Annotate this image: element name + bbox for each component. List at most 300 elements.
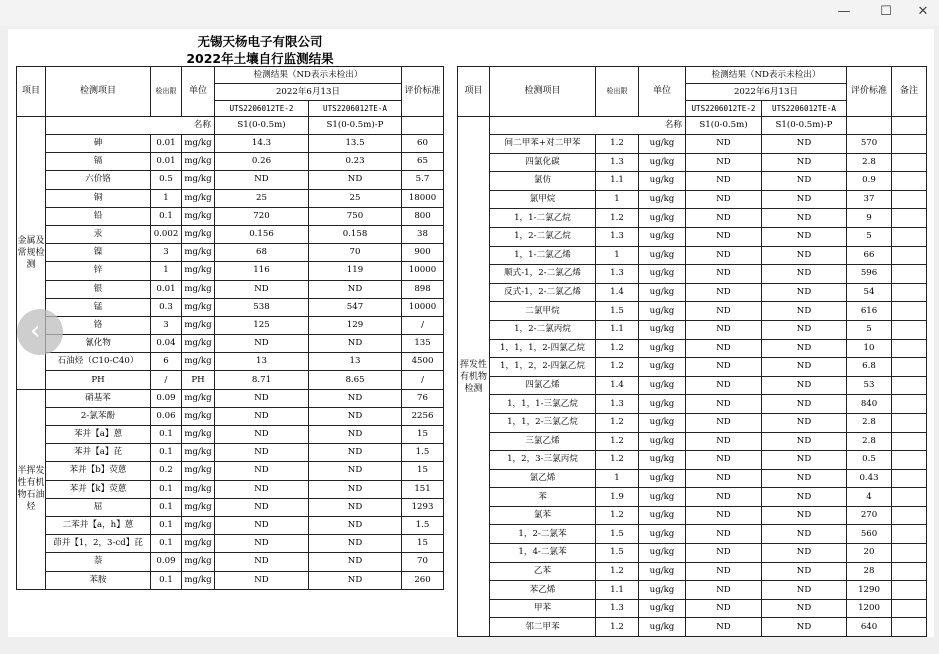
header-sample-1: UTS2206012TE-2	[686, 101, 762, 117]
standard-cell: 15	[402, 462, 444, 480]
unit-cell: ug/kg	[639, 581, 686, 600]
unit-cell: ug/kg	[639, 544, 686, 563]
table-row	[458, 246, 927, 265]
standard-cell: 560	[847, 525, 892, 544]
result-1-cell: 720	[215, 207, 309, 225]
test-item-cell: 石油烃（C10-C40）	[46, 353, 151, 371]
standard-cell: 0.43	[847, 469, 892, 488]
result-1-cell: ND	[686, 246, 762, 265]
remark-cell	[892, 376, 927, 395]
unit-cell: ug/kg	[639, 376, 686, 395]
limit-cell: 1.2	[596, 413, 639, 432]
standard-cell: 5	[847, 320, 892, 339]
result-2-cell: ND	[762, 153, 847, 172]
header-sample-2: UTS2206012TE-A	[762, 101, 847, 117]
remark-cell	[892, 525, 927, 544]
unit-cell: ug/kg	[639, 395, 686, 414]
header-result: 检测结果（ND表示未检出）	[686, 67, 847, 84]
test-item-cell: 氯苯	[490, 506, 596, 525]
remark-cell	[892, 320, 927, 339]
result-1-cell: ND	[686, 153, 762, 172]
unit-cell: mg/kg	[182, 571, 215, 589]
limit-cell: 3	[151, 244, 182, 262]
unit-cell: ug/kg	[639, 506, 686, 525]
result-1-cell: ND	[686, 544, 762, 563]
remark-cell	[892, 562, 927, 581]
standard-cell: 1293	[402, 498, 444, 516]
remark-cell	[892, 618, 927, 637]
header-date: 2022年6月13日	[686, 84, 847, 101]
result-2-cell: ND	[309, 571, 402, 589]
unit-cell: ug/kg	[639, 339, 686, 358]
limit-cell: 1.2	[596, 562, 639, 581]
unit-cell: ug/kg	[639, 488, 686, 507]
unit-cell: ug/kg	[639, 246, 686, 265]
test-item-cell: 萘	[46, 553, 151, 571]
table-row	[458, 227, 927, 246]
result-2-cell: ND	[762, 358, 847, 377]
limit-cell: 0.002	[151, 225, 182, 243]
result-2-cell: ND	[762, 246, 847, 265]
result-1-cell: 116	[215, 262, 309, 280]
unit-cell: mg/kg	[182, 426, 215, 444]
limit-cell: 1	[596, 246, 639, 265]
test-item-cell: 1，1，2，2-四氯乙烷	[490, 358, 596, 377]
test-item-cell: 六价铬	[46, 171, 151, 189]
standard-cell: 53	[847, 376, 892, 395]
table-row	[458, 172, 927, 191]
result-1-cell: ND	[686, 562, 762, 581]
standard-cell: 2.8	[847, 153, 892, 172]
close-button[interactable]: ✕	[917, 4, 929, 19]
unit-cell: mg/kg	[182, 353, 215, 371]
result-2-cell: ND	[762, 506, 847, 525]
standard-cell: /	[402, 316, 444, 334]
header-sample-1: UTS2206012TE-2	[215, 101, 309, 117]
standard-cell: 1.5	[402, 516, 444, 534]
standard-cell: 65	[402, 153, 444, 171]
table-row	[458, 302, 927, 321]
unit-cell: mg/kg	[182, 407, 215, 425]
result-1-cell: ND	[686, 488, 762, 507]
standard-cell: 2256	[402, 407, 444, 425]
test-item-cell: 镍	[46, 244, 151, 262]
table-row	[458, 413, 927, 432]
result-1-cell: ND	[215, 171, 309, 189]
remark-cell	[892, 190, 927, 209]
unit-cell: mg/kg	[182, 171, 215, 189]
result-1-cell: ND	[215, 335, 309, 353]
result-1-cell: ND	[686, 599, 762, 618]
standard-cell: 135	[402, 335, 444, 353]
remark-cell	[892, 469, 927, 488]
result-2-cell: ND	[762, 209, 847, 228]
standard-cell: 898	[402, 280, 444, 298]
test-item-cell: 氯乙烯	[490, 469, 596, 488]
limit-cell: 1.4	[596, 283, 639, 302]
table-row	[458, 358, 927, 377]
standard-cell: 260	[402, 571, 444, 589]
window-titlebar	[0, 0, 939, 26]
unit-cell: ug/kg	[639, 172, 686, 191]
remark-cell	[892, 544, 927, 563]
remark-cell	[892, 432, 927, 451]
result-2-cell: ND	[762, 320, 847, 339]
table-row	[458, 469, 927, 488]
result-2-cell: 547	[309, 298, 402, 316]
test-item-cell: 1，4-二氯苯	[490, 544, 596, 563]
result-1-cell: ND	[686, 395, 762, 414]
test-item-cell: 1，2-二氯苯	[490, 525, 596, 544]
test-item-cell: 四氯化碳	[490, 153, 596, 172]
limit-cell: 1.5	[596, 544, 639, 563]
result-2-cell: ND	[762, 581, 847, 600]
result-2-cell: ND	[309, 553, 402, 571]
result-2-cell: ND	[762, 265, 847, 284]
maximize-button[interactable]: ☐	[880, 4, 892, 19]
header-result: 检测结果（ND表示未检出）	[215, 67, 402, 84]
limit-cell: 1.1	[596, 581, 639, 600]
table-row	[17, 189, 444, 207]
result-1-cell: ND	[686, 581, 762, 600]
sample-name-1: S1(0-0.5m)	[215, 117, 309, 135]
limit-cell: 3	[151, 316, 182, 334]
result-2-cell: 13.5	[309, 135, 402, 153]
unit-cell: mg/kg	[182, 498, 215, 516]
limit-cell: 0.01	[151, 153, 182, 171]
result-1-cell: ND	[686, 506, 762, 525]
result-2-cell: ND	[762, 339, 847, 358]
standard-cell: 38	[402, 225, 444, 243]
unit-cell: mg/kg	[182, 462, 215, 480]
result-2-cell: ND	[762, 488, 847, 507]
result-2-cell: 119	[309, 262, 402, 280]
limit-cell: 0.1	[151, 444, 182, 462]
standard-cell: 66	[847, 246, 892, 265]
result-1-cell: ND	[215, 407, 309, 425]
result-2-cell: ND	[309, 535, 402, 553]
table-row	[17, 553, 444, 571]
result-1-cell: ND	[686, 451, 762, 470]
limit-cell: 0.09	[151, 553, 182, 571]
result-1-cell: ND	[686, 525, 762, 544]
report-title: 2022年土壤自行监测结果	[186, 51, 334, 66]
table-row	[17, 225, 444, 243]
header-remark: 备注	[892, 67, 927, 117]
table-row	[458, 544, 927, 563]
limit-cell: 0.01	[151, 135, 182, 153]
table-row	[17, 171, 444, 189]
standard-cell: 840	[847, 395, 892, 414]
test-item-cell: 苯乙烯	[490, 581, 596, 600]
test-item-cell: 二氯甲烷	[490, 302, 596, 321]
table-row	[458, 618, 927, 637]
table-row	[17, 516, 444, 534]
standard-cell: 15	[402, 426, 444, 444]
result-2-cell: ND	[309, 480, 402, 498]
test-item-cell: 锌	[46, 262, 151, 280]
unit-cell: mg/kg	[182, 516, 215, 534]
chevron-left-icon: ‹	[30, 316, 41, 346]
result-2-cell: ND	[762, 562, 847, 581]
standard-cell: 800	[402, 207, 444, 225]
standard-cell: 1290	[847, 581, 892, 600]
standard-cell: 20	[847, 544, 892, 563]
standard-cell: 10	[847, 339, 892, 358]
table-row	[458, 339, 927, 358]
table-row	[458, 562, 927, 581]
table-row	[17, 571, 444, 589]
result-2-cell: ND	[762, 172, 847, 191]
result-2-cell: ND	[309, 426, 402, 444]
table-row	[17, 298, 444, 316]
remark-cell	[892, 488, 927, 507]
standard-cell: 76	[402, 389, 444, 407]
table-row	[458, 153, 927, 172]
table-row	[17, 480, 444, 498]
table-row	[458, 432, 927, 451]
test-item-cell: 2-氯苯酚	[46, 407, 151, 425]
standard-cell: 2.8	[847, 432, 892, 451]
limit-cell: /	[151, 371, 182, 389]
result-2-cell: 8.65	[309, 371, 402, 389]
test-item-cell: 1，2，3-三氯丙烷	[490, 451, 596, 470]
test-item-cell: 银	[46, 280, 151, 298]
table-row	[17, 153, 444, 171]
remark-cell	[892, 395, 927, 414]
standard-cell: 616	[847, 302, 892, 321]
table-row	[17, 335, 444, 353]
limit-cell: 0.1	[151, 535, 182, 553]
right-results-table	[457, 66, 927, 637]
result-2-cell: ND	[309, 444, 402, 462]
standard-cell: 0.9	[847, 172, 892, 191]
result-2-cell: ND	[762, 302, 847, 321]
test-item-cell: 1，2-二氯丙烷	[490, 320, 596, 339]
result-2-cell: ND	[762, 283, 847, 302]
result-1-cell: ND	[686, 190, 762, 209]
limit-cell: 0.1	[151, 516, 182, 534]
result-1-cell: ND	[215, 389, 309, 407]
unit-cell: ug/kg	[639, 358, 686, 377]
unit-cell: mg/kg	[182, 244, 215, 262]
header-test-item: 检测项目	[490, 67, 596, 117]
standard-cell: 5	[847, 227, 892, 246]
result-2-cell: ND	[762, 413, 847, 432]
standard-cell: 1200	[847, 599, 892, 618]
unit-cell: mg/kg	[182, 316, 215, 334]
test-item-cell: 1，1-二氯乙烯	[490, 246, 596, 265]
result-2-cell: ND	[762, 599, 847, 618]
table-row	[458, 190, 927, 209]
result-2-cell: ND	[309, 280, 402, 298]
standard-cell: 37	[847, 190, 892, 209]
remark-cell	[892, 246, 927, 265]
result-1-cell: ND	[215, 462, 309, 480]
standard-cell: 4500	[402, 353, 444, 371]
remark-cell	[892, 599, 927, 618]
test-item-cell: 1，1-二氯乙烷	[490, 209, 596, 228]
standard-cell: 6.8	[847, 358, 892, 377]
unit-cell: mg/kg	[182, 280, 215, 298]
sample-name-2: S1(0-0.5m)-P	[309, 117, 402, 135]
limit-cell: 1.2	[596, 135, 639, 154]
header-item: 项目	[17, 67, 46, 117]
limit-cell: 1.2	[596, 506, 639, 525]
remark-cell	[892, 117, 927, 135]
test-item-cell: 反式-1，2-二氯乙烯	[490, 283, 596, 302]
unit-cell: mg/kg	[182, 335, 215, 353]
test-item-cell: 铜	[46, 189, 151, 207]
limit-cell: 0.3	[151, 298, 182, 316]
table-row	[17, 316, 444, 334]
unit-cell: ug/kg	[639, 562, 686, 581]
result-1-cell: ND	[686, 265, 762, 284]
limit-cell: 1.2	[596, 432, 639, 451]
test-item-cell: 铬	[46, 316, 151, 334]
result-2-cell: ND	[309, 498, 402, 516]
result-1-cell: ND	[215, 516, 309, 534]
standard-cell: 54	[847, 283, 892, 302]
result-2-cell: ND	[762, 451, 847, 470]
result-2-cell: ND	[762, 227, 847, 246]
result-1-cell: ND	[686, 432, 762, 451]
limit-cell: 1.3	[596, 599, 639, 618]
limit-cell: 1.2	[596, 618, 639, 637]
result-2-cell: ND	[762, 395, 847, 414]
result-1-cell: ND	[686, 135, 762, 154]
unit-cell: ug/kg	[639, 302, 686, 321]
table-row	[17, 244, 444, 262]
test-item-cell: 氯仿	[490, 172, 596, 191]
result-1-cell: 538	[215, 298, 309, 316]
standard-cell: 900	[402, 244, 444, 262]
result-1-cell: ND	[686, 339, 762, 358]
table-row	[17, 353, 444, 371]
test-item-cell: 氯甲烷	[490, 190, 596, 209]
test-item-cell: 间二甲苯+对二甲苯	[490, 135, 596, 154]
unit-cell: mg/kg	[182, 225, 215, 243]
header-limit: 检出限	[151, 67, 182, 117]
test-item-cell: 苯并【b】荧蒽	[46, 462, 151, 480]
test-item-cell: 苯并【k】荧蒽	[46, 480, 151, 498]
unit-cell: ug/kg	[639, 265, 686, 284]
minimize-button[interactable]: —	[837, 4, 851, 19]
result-2-cell: ND	[762, 135, 847, 154]
standard-cell: 270	[847, 506, 892, 525]
result-2-cell: 25	[309, 189, 402, 207]
limit-cell: 1	[596, 190, 639, 209]
standard-cell: 570	[847, 135, 892, 154]
header-test-item: 检测项目	[46, 67, 151, 117]
limit-cell: 0.09	[151, 389, 182, 407]
table-row	[458, 209, 927, 228]
name-row-blank	[847, 117, 892, 135]
table-row	[458, 265, 927, 284]
previous-page-button[interactable]	[17, 309, 63, 355]
remark-cell	[892, 265, 927, 284]
unit-cell: mg/kg	[182, 535, 215, 553]
remark-cell	[892, 358, 927, 377]
test-item-cell: 1，1，2-三氯乙烷	[490, 413, 596, 432]
standard-cell: 15	[402, 535, 444, 553]
result-2-cell: ND	[762, 544, 847, 563]
result-2-cell: ND	[309, 462, 402, 480]
result-2-cell: ND	[762, 525, 847, 544]
table-row	[17, 462, 444, 480]
remark-cell	[892, 153, 927, 172]
header-unit: 单位	[182, 67, 215, 117]
unit-cell: ug/kg	[639, 190, 686, 209]
result-1-cell: ND	[215, 280, 309, 298]
test-item-cell: PH	[46, 371, 151, 389]
header-item: 项目	[458, 67, 490, 117]
unit-cell: mg/kg	[182, 298, 215, 316]
standard-cell: 18000	[402, 189, 444, 207]
result-1-cell: 125	[215, 316, 309, 334]
header-standard: 评价标准	[402, 67, 444, 117]
limit-cell: 1.3	[596, 153, 639, 172]
table-row	[17, 207, 444, 225]
standard-cell: /	[402, 371, 444, 389]
table-row	[17, 535, 444, 553]
table-row	[458, 525, 927, 544]
test-item-cell: 顺式-1，2-二氯乙烯	[490, 265, 596, 284]
result-2-cell: 70	[309, 244, 402, 262]
limit-cell: 6	[151, 353, 182, 371]
result-2-cell: ND	[762, 376, 847, 395]
remark-cell	[892, 227, 927, 246]
result-1-cell: 14.3	[215, 135, 309, 153]
table-row	[458, 376, 927, 395]
result-1-cell: ND	[686, 376, 762, 395]
name-label: 名称	[46, 117, 215, 135]
unit-cell: mg/kg	[182, 480, 215, 498]
unit-cell: ug/kg	[639, 432, 686, 451]
table-row	[458, 135, 927, 154]
result-2-cell: 129	[309, 316, 402, 334]
test-item-cell: 邻二甲苯	[490, 618, 596, 637]
category-cell: 金属及常规检测	[17, 117, 46, 390]
result-2-cell: ND	[309, 171, 402, 189]
table-row	[17, 389, 444, 407]
table-row	[17, 135, 444, 153]
table-row	[458, 451, 927, 470]
remark-cell	[892, 135, 927, 154]
header-standard: 评价标准	[847, 67, 892, 117]
table-row	[458, 506, 927, 525]
result-1-cell: ND	[686, 302, 762, 321]
test-item-cell: 汞	[46, 225, 151, 243]
unit-cell: PH	[182, 371, 215, 389]
test-item-cell: 茚并【1，2，3-cd】芘	[46, 535, 151, 553]
result-1-cell: ND	[215, 498, 309, 516]
limit-cell: 0.1	[151, 207, 182, 225]
test-item-cell: 屈	[46, 498, 151, 516]
limit-cell: 0.1	[151, 571, 182, 589]
limit-cell: 0.04	[151, 335, 182, 353]
limit-cell: 1.9	[596, 488, 639, 507]
limit-cell: 1.3	[596, 265, 639, 284]
limit-cell: 1.2	[596, 209, 639, 228]
result-2-cell: ND	[762, 618, 847, 637]
test-item-cell: 1，2-二氯乙烷	[490, 227, 596, 246]
result-2-cell: 13	[309, 353, 402, 371]
left-results-table	[16, 66, 444, 590]
result-2-cell: ND	[762, 190, 847, 209]
table-row	[17, 426, 444, 444]
test-item-cell: 硝基苯	[46, 389, 151, 407]
